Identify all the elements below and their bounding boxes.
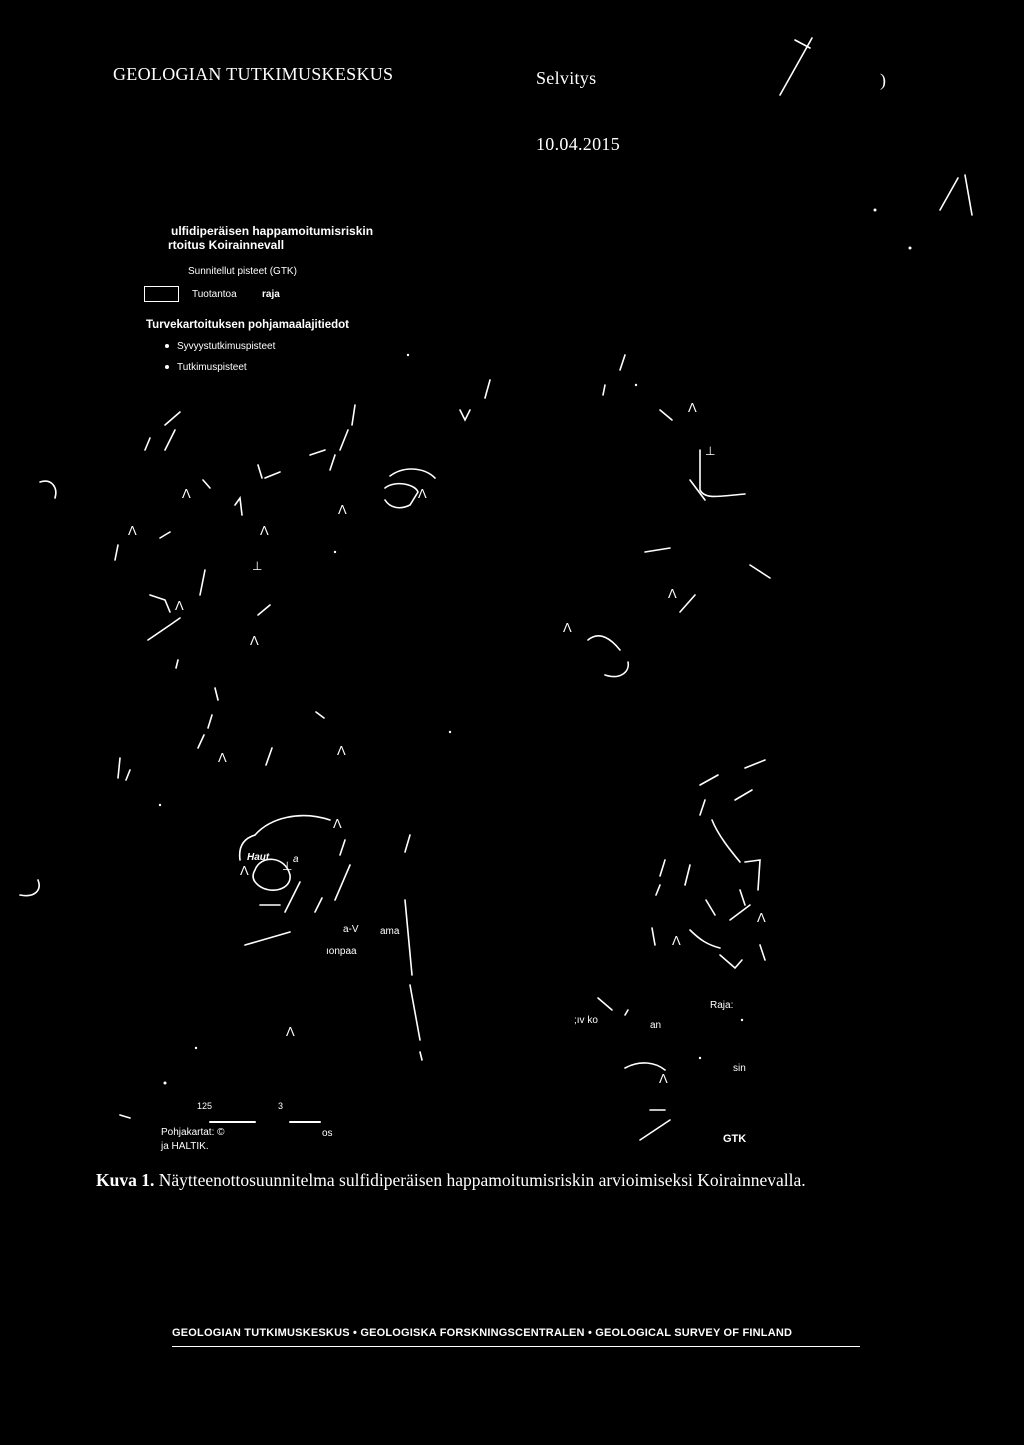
- svg-text:Λ: Λ: [757, 910, 766, 925]
- depth-point-marker: [165, 344, 169, 348]
- legend-item-tuotanto: Tuotantoa: [192, 289, 237, 300]
- gtk-logo: GTK: [723, 1133, 747, 1145]
- map-label-ivko: ;ıv ko: [574, 1015, 598, 1026]
- svg-text:Λ: Λ: [672, 933, 681, 948]
- legend-title-line2: rtoitus Koirainnevall: [168, 238, 285, 252]
- svg-text:Λ: Λ: [240, 863, 249, 878]
- legend-item-tutkimus: [165, 362, 247, 373]
- svg-text:Λ: Λ: [182, 486, 191, 501]
- svg-text:Λ: Λ: [418, 486, 427, 501]
- map-label-sin: sin: [733, 1063, 746, 1074]
- svg-text:⊥: ⊥: [705, 444, 716, 458]
- report-date: 10.04.2015: [536, 134, 620, 154]
- legend-item-tutkimus-label: Tutkimuspisteet: [177, 362, 247, 373]
- legend-boundary-swatch: [144, 286, 179, 302]
- legend-item-syvyys-label: Syvyystutkimuspisteet: [177, 341, 276, 352]
- legend-item-tuotanto-suffix: raja: [262, 289, 280, 300]
- map-label-ionpaa: ıonpaa: [326, 946, 357, 957]
- legend-item-sunnitellut: Sunnitellut pisteet (GTK): [188, 266, 297, 277]
- svg-text:Λ: Λ: [218, 750, 227, 765]
- svg-text:Λ: Λ: [260, 523, 269, 538]
- map-label-ama: ama: [380, 926, 400, 937]
- svg-text:Λ: Λ: [128, 523, 137, 538]
- scale-label-3: 3: [278, 1101, 284, 1111]
- legend-title-line1: ulfidiperäisen happamoitumisriskin: [171, 224, 374, 238]
- svg-text:Λ: Λ: [688, 400, 697, 415]
- organization-name: GEOLOGIAN TUTKIMUSKESKUS: [113, 64, 394, 84]
- svg-text:Λ: Λ: [337, 743, 346, 758]
- svg-text:Λ: Λ: [175, 598, 184, 613]
- figure-caption-text: Näytteenottosuunnitelma sulfidiperäisen happamoitumisriskin arvioimiseksi Koirainnevalla.: [158, 1170, 806, 1190]
- svg-text:Λ: Λ: [668, 586, 677, 601]
- svg-text:⊥: ⊥: [252, 559, 263, 573]
- svg-text:Λ: Λ: [250, 633, 259, 648]
- svg-text:Λ: Λ: [338, 502, 347, 517]
- figure-caption-label: Kuva 1.: [96, 1170, 155, 1190]
- document-type: Selvitys: [536, 68, 597, 88]
- map-label-an: an: [650, 1020, 662, 1031]
- svg-text:Λ: Λ: [563, 620, 572, 635]
- page-mark: ): [880, 70, 887, 90]
- map-label-raja: Raja:: [710, 1000, 734, 1011]
- svg-text:Λ: Λ: [333, 816, 342, 831]
- footer-rule: [172, 1346, 860, 1347]
- svg-text:Λ: Λ: [286, 1024, 295, 1039]
- legend-subtitle: Turvekartoituksen pohjamaalajitiedot: [146, 319, 350, 331]
- survey-point-marker: [165, 365, 169, 369]
- map-label-av: a-V: [343, 924, 359, 935]
- basemap-credit: Pohjakartat: ©: [161, 1127, 225, 1138]
- svg-text:⊥: ⊥: [282, 859, 293, 873]
- legend-item-syvyys: [165, 341, 275, 352]
- scale-label-125: 125: [197, 1101, 213, 1111]
- basemap-credit-haltik: ja HALTIK.: [161, 1141, 209, 1152]
- map-label-haut: Haut: [247, 852, 270, 863]
- map-label-a: a: [293, 854, 299, 865]
- svg-text:Λ: Λ: [659, 1071, 668, 1086]
- figure-caption: [96, 1170, 806, 1191]
- basemap-credit-os: os: [322, 1128, 333, 1139]
- page-footer: GEOLOGIAN TUTKIMUSKESKUS • GEOLOGISKA FORSKNINGSCENTRALEN • GEOLOGICAL SURVEY OF FINLAND: [172, 1327, 793, 1339]
